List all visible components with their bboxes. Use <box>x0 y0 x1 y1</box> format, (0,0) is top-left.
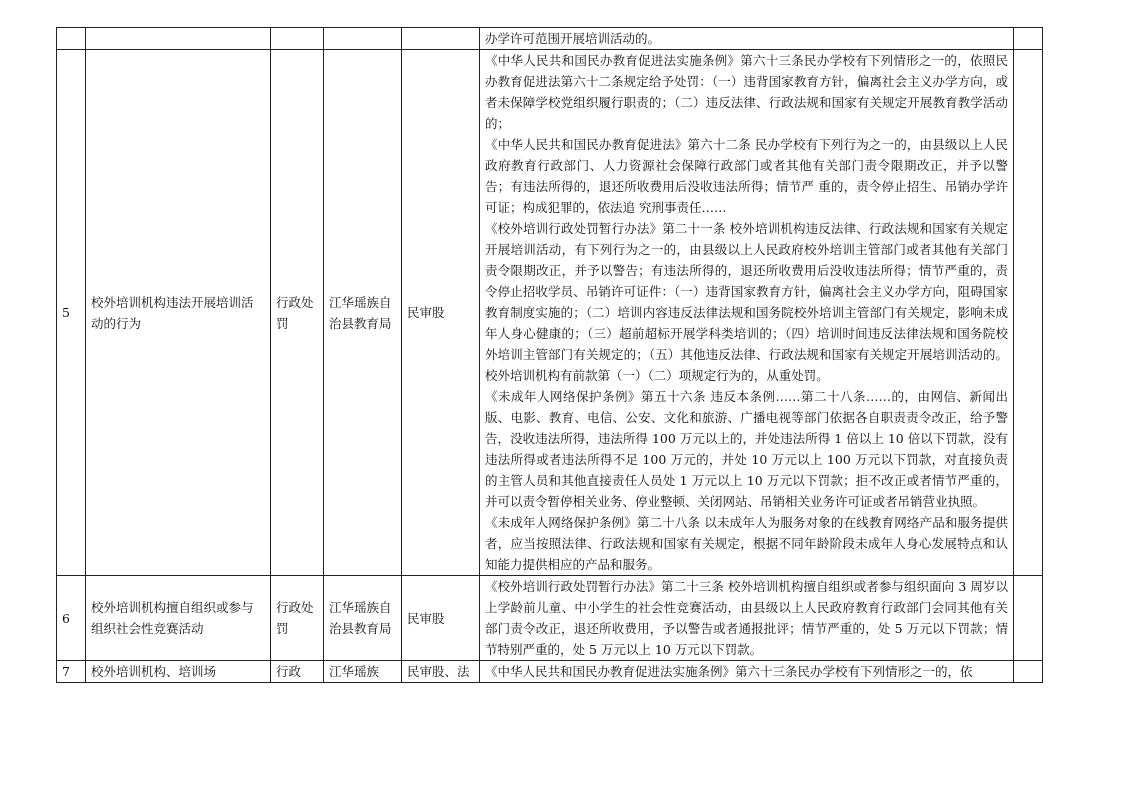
table-row <box>57 28 1043 50</box>
row-dept: 民审股 <box>402 576 480 661</box>
row-basis <box>480 50 1014 576</box>
row-dept <box>402 28 480 50</box>
row-note <box>1014 661 1043 683</box>
basis-paragraph: 《校外培训行政处罚暂行办法》第二十一条 校外培训机构违反法律、行政法规和国家有关规定开展培训活动，有下列行为之一的，由县级以上人民政府校外培训主管部门或者其他有关部门责令限期改正，并予以警告；有违法所得的，退还所收费用后没收违法所得；情节严重的，责令停止招收学员、吊销许可证件：（一）违背国家教育方针，偏离社会主义办学方向，阻碍国家教育制度实施的；（二）培训内容违反法律法规和国务院校外培训主管部门有关规定，影响未成年人身心健康的；（三）超前超标开展学科类培训的；（四）培训时间违反法律法规和国务院校外培训主管部门有关规定的；（五）其他违反法律、行政法规和国家有关规定开展培训活动的。校外培训机构有前款第（一）（二）项规定行为的，从重处罚。 <box>485 221 1008 383</box>
row-item: 校外培训机构违法开展培训活动的行为 <box>86 50 271 576</box>
row-type: 行政处罚 <box>271 50 324 576</box>
row-agency: 江华瑶族自治县教育局 <box>324 576 402 661</box>
basis-paragraph: 《未成年人网络保护条例》第二十八条 以未成年人为服务对象的在线教育网络产品和服务提供者，应当按照法律、行政法规和国家有关规定，根据不同年龄阶段未成年人身心发展特点和认知能力提供相应的产品和服务。 <box>485 515 1008 572</box>
row-note <box>1014 576 1043 661</box>
basis-paragraph: 《中华人民共和国民办教育促进法实施条例》第六十三条民办学校有下列情形之一的，依照民办教育促进法第六十二条规定给予处罚：（一）违背国家教育方针，偏离社会主义办学方向，或者未保障学校党组织履行职责的；（二）违反法律、行政法规和国家有关规定开展教育教学活动的； <box>485 53 1008 131</box>
row-note <box>1014 50 1043 576</box>
row-agency <box>324 28 402 50</box>
row-agency: 江华瑶族 <box>324 661 402 683</box>
row-agency: 江华瑶族自治县教育局 <box>324 50 402 576</box>
row-type: 行政 <box>271 661 324 683</box>
table-row <box>57 576 1043 661</box>
row-basis <box>480 28 1014 50</box>
basis-paragraph: 《中华人民共和国民办教育促进法》第六十二条 民办学校有下列行为之一的，由县级以上人民政府教育行政部门、人力资源社会保障行政部门或者其他有关部门责令限期改正，并予以警告；有违法所得的，退还所收费用后没收违法所得；情节严 重的，责令停止招生、吊销办学许可证；构成犯罪的，依法追 究刑事责任…… <box>485 137 1008 215</box>
row-index <box>57 28 86 50</box>
row-item <box>86 28 271 50</box>
row-index: 5 <box>57 50 86 576</box>
basis-paragraph: 《校外培训行政处罚暂行办法》第二十三条 校外培训机构擅自组织或者参与组织面向 3 周岁以上学龄前儿童、中小学生的社会性竞赛活动，由县级以上人民政府教育行政部门会同其他有关部门责令改正，退还所收费用，予以警告或者通报批评；情节严重的，处 5 万元以下罚款；情节特别严重的，处 5 万元以上 10 万元以下罚款。 <box>485 579 1008 657</box>
basis-paragraph: 《中华人民共和国民办教育促进法实施条例》第六十三条民办学校有下列情形之一的，依 <box>485 664 973 679</box>
row-item: 校外培训机构擅自组织或参与组织社会性竞赛活动 <box>86 576 271 661</box>
row-type: 行政处罚 <box>271 576 324 661</box>
row-index: 6 <box>57 576 86 661</box>
enforcement-table <box>56 27 1043 683</box>
row-basis <box>480 576 1014 661</box>
row-basis <box>480 661 1014 683</box>
row-dept: 民审股、法 <box>402 661 480 683</box>
row-item: 校外培训机构、培训场 <box>86 661 271 683</box>
basis-paragraph: 《未成年人网络保护条例》第五十六条 违反本条例……第二十八条……的，由网信、新闻出版、电影、教育、电信、公安、文化和旅游、广播电视等部门依据各自职责责令改正，给予警告，没收违法所得，违法所得 100 万元以上的，并处违法所得 1 倍以上 10 倍以下罚款，没有违法所得或者违法所得不足 100 万元的，并处 10 万元以上 100 万元以下罚款，对直接负责的主管人员和其他直接责任人员处 1 万元以上 10 万元以下罚款；拒不改正或者情节严重的，并可以责令暂停相关业务、停业整顿、关闭网站、吊销相关业务许可证或者吊销营业执照。 <box>485 389 1008 509</box>
row-dept: 民审股 <box>402 50 480 576</box>
table-row <box>57 661 1043 683</box>
row-note <box>1014 28 1043 50</box>
table-row <box>57 50 1043 576</box>
row-index: 7 <box>57 661 86 683</box>
basis-paragraph: 办学许可范围开展培训活动的。 <box>485 31 661 46</box>
row-type <box>271 28 324 50</box>
